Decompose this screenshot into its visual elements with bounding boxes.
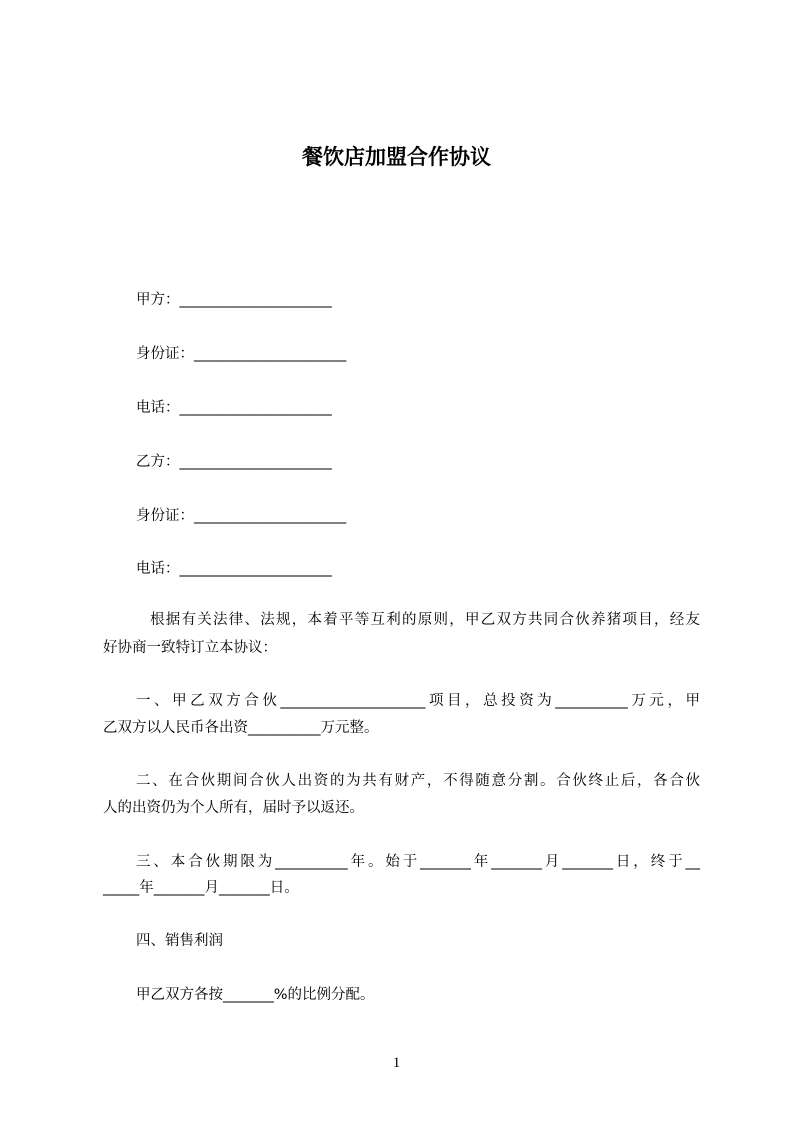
clause-1-line-2: 乙双方以人民币各出资__________万元整。 [103,720,379,736]
clause-2-line-1: 二、在合伙期间合伙人出资的为共有财产，不得随意分割。合伙终止后，各合伙 [136,773,700,789]
clause-4-heading: 四、销售利润 [136,933,223,949]
clause-3-line-2: _____年_______月_______日。 [103,880,299,896]
party-b-field: 乙方：_____________________ [136,454,332,470]
intro-line-2: 好协商一致特订立本协议： [103,640,277,656]
party-b-phone-field: 电话：_____________________ [136,561,332,577]
profit-share-line: 甲乙双方各按_______%的比例分配。 [136,987,375,1003]
intro-line-1: 根据有关法律、法规，本着平等互利的原则，甲乙双方共同合伙养猪项目，经友 [150,612,700,628]
party-a-field: 甲方：_____________________ [136,292,332,308]
clause-3-line-1: 三、本合伙期限为__________年。始于_______年_______月_______日，终于__ [136,854,700,870]
clause-2-line-2: 人的出资仍为个人所有，届时予以返还。 [103,800,364,816]
party-b-id-field: 身份证：_____________________ [136,508,347,524]
document-title: 餐饮店加盟合作协议 [302,145,491,169]
party-a-id-field: 身份证：_____________________ [136,346,347,362]
page-number: 1 [392,1055,401,1071]
party-a-phone-field: 电话：_____________________ [136,400,332,416]
clause-1-line-1: 一、甲乙双方合伙____________________项目，总投资为__________万元，甲 [136,693,700,709]
